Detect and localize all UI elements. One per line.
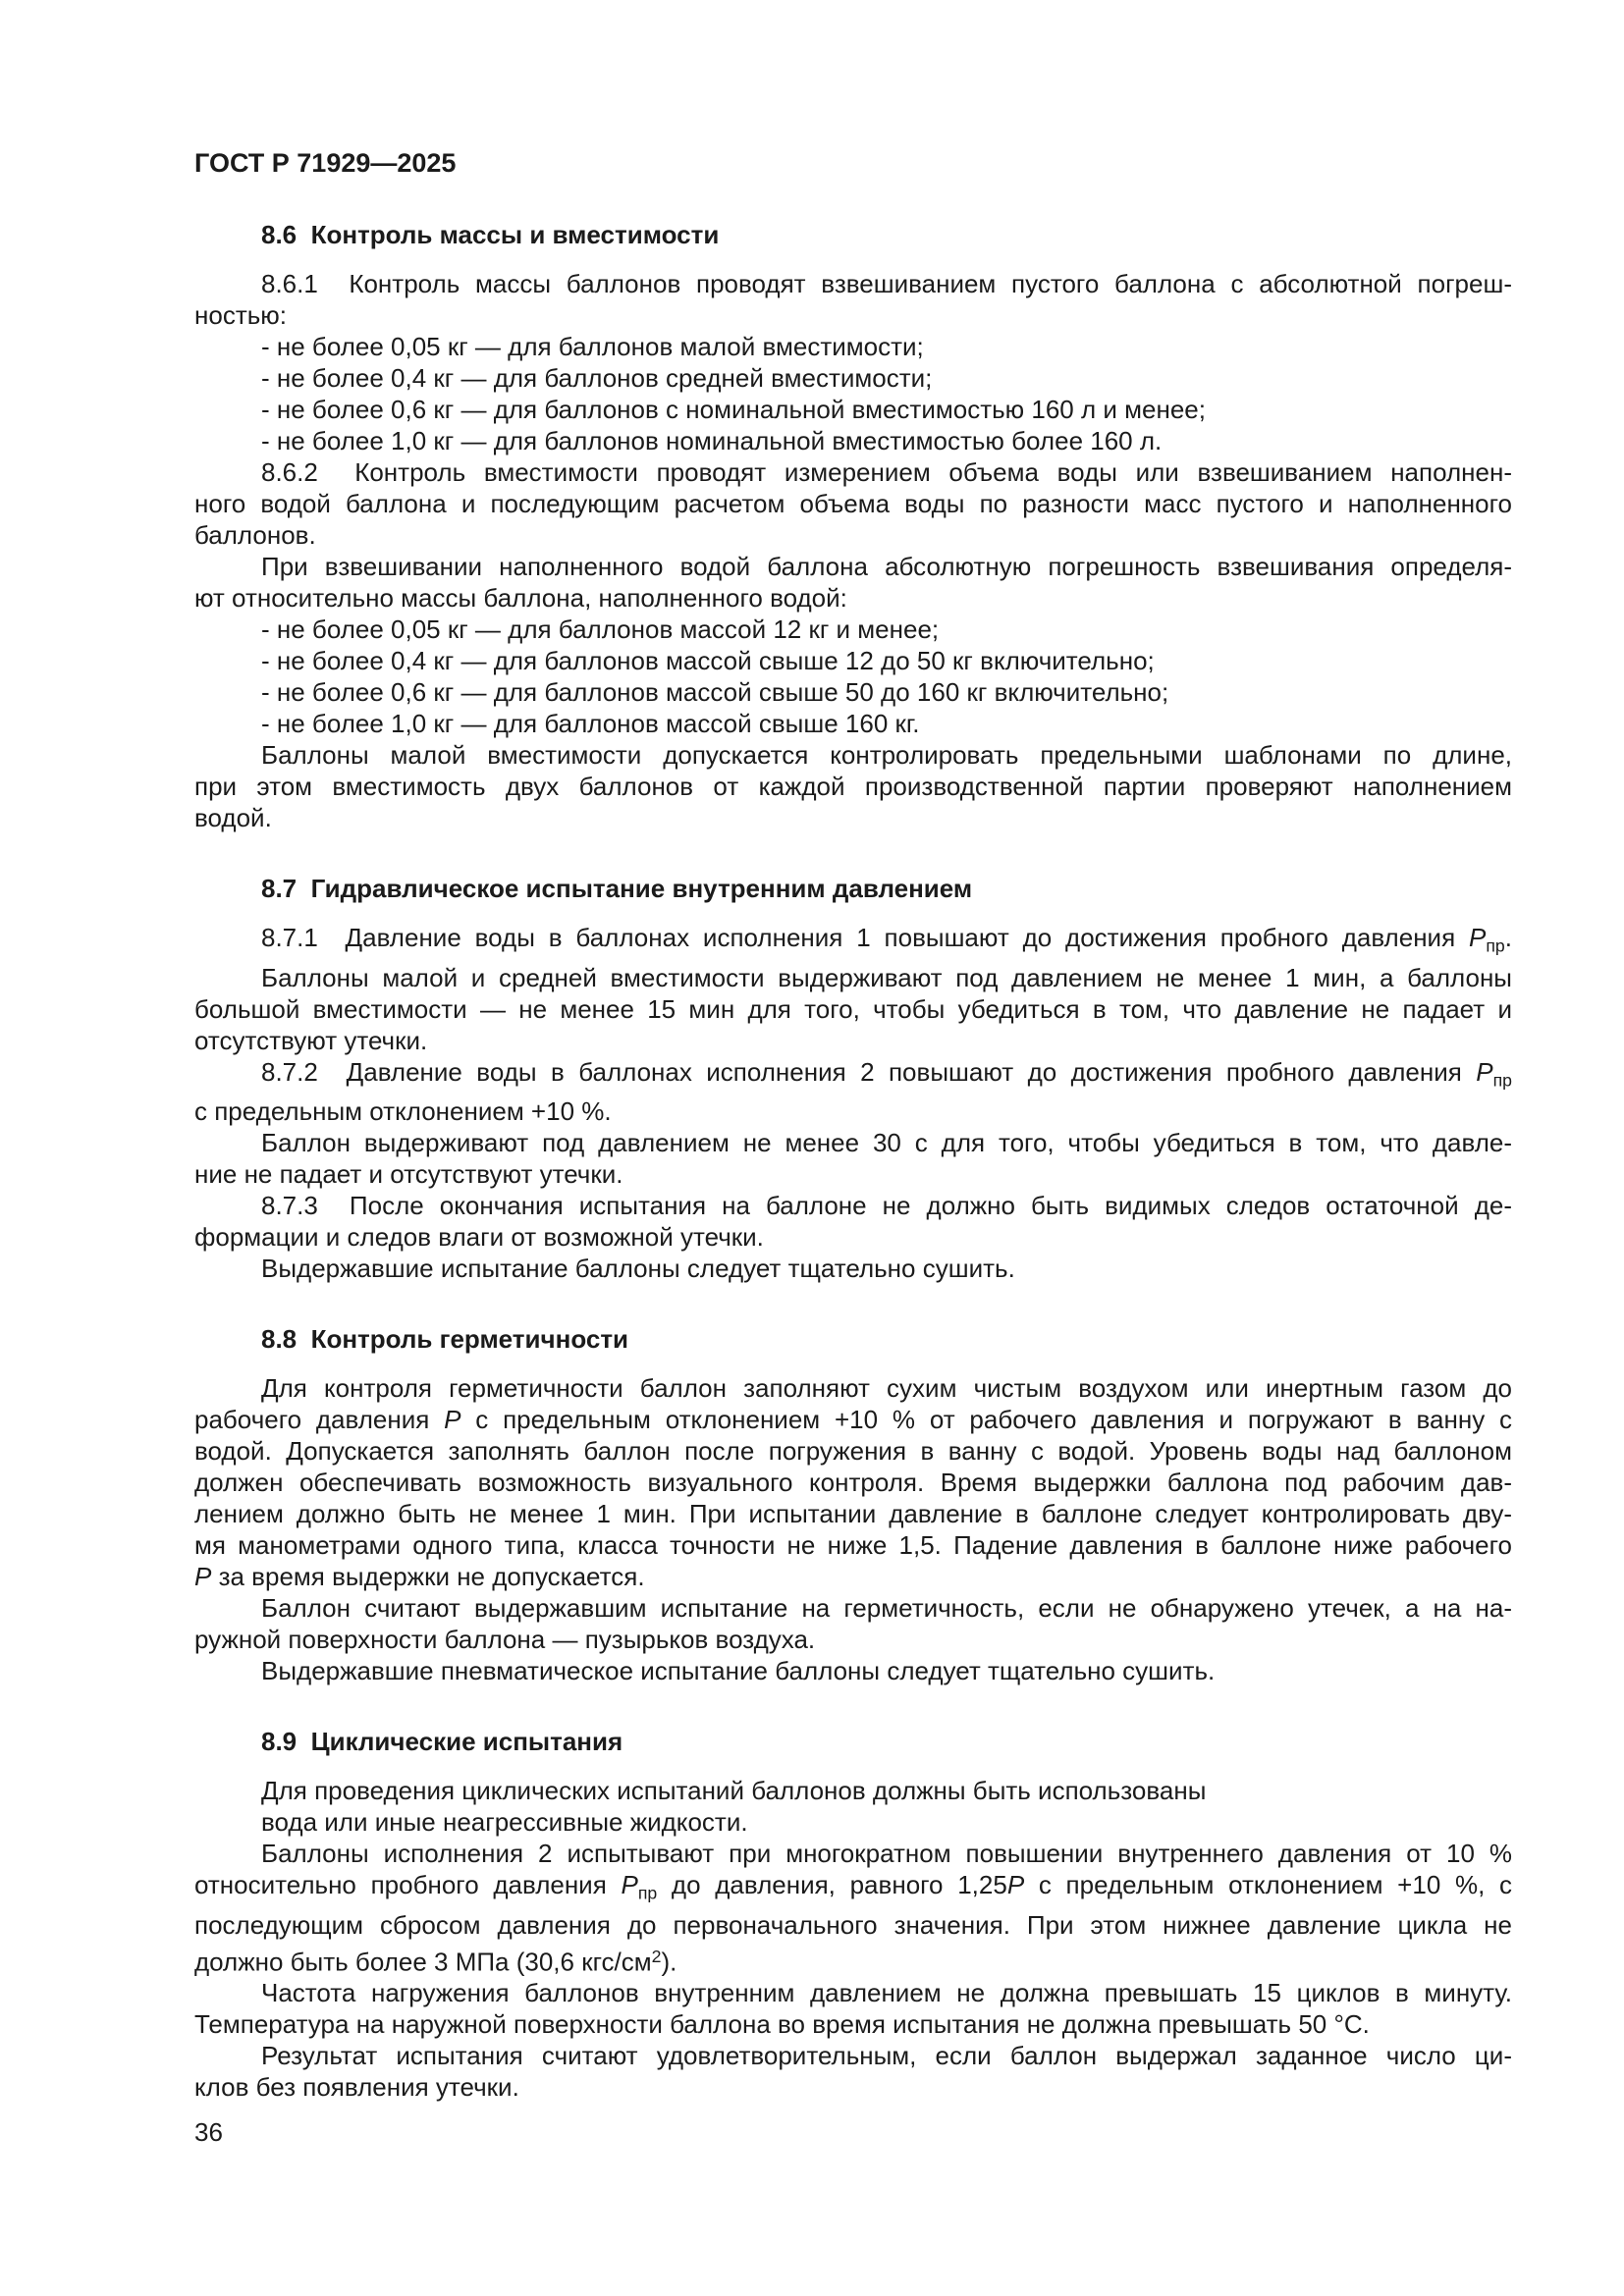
text-line [194,1127,1512,1158]
text-run: должен обеспечивать возможность визуального контроля. Время выдержки баллона под рабочим дав- [194,1468,1512,1498]
paragraph [194,1056,1512,1128]
paragraph [194,1838,1512,1977]
paragraph [194,1775,1512,1838]
paragraph [194,1190,1512,1253]
text-line [194,1529,1512,1561]
text-run: . [1504,923,1512,952]
text-run: Для контроля герметичности баллон заполняют сухим чистым воздухом или инертным газом до [261,1373,1512,1404]
text-line [194,1869,1512,1909]
text-line [194,922,1512,962]
text-line [194,1498,1512,1529]
text-run: при этом вместимость двух баллонов от каждой производственной партии проверяют наполнением [194,772,1512,801]
text-run: ют относительно массы баллона, наполненного водой: [194,583,847,613]
text-run: ружной поверхности баллона — пузырьков воздуха. [194,1625,816,1655]
text-run: мя манометрами одного типа, класса точности не ниже 1,5. Падение давления в баллоне ниже рабочего [194,1530,1512,1561]
text-run: с предельным отклонением +10 % от рабочего давления и погружают в ванну с [460,1405,1512,1435]
text-run: формации и следов влаги от возможной утечки. [194,1222,764,1253]
text-line [194,1467,1512,1498]
text-run: отсутствуют утечки. [194,1025,428,1055]
text-run: ного водой баллона и последующим расчетом объема воды по разности масс пустого и наполненного [194,489,1512,518]
text-run: - не более 0,6 кг — для баллонов с номинальной вместимостью 160 л и менее; [261,395,1206,424]
paragraph [194,739,1512,833]
text-run: Баллоны малой и средней вместимости выдерживают под давлением не менее 1 мин, а баллоны [261,962,1512,992]
paragraph [194,456,1512,551]
text-line [194,582,1512,614]
text-run: - не более 1,0 кг — для баллонов номинальной вместимостью более 160 л. [261,426,1163,455]
text-line [194,962,1512,993]
text-run: - не более 0,4 кг — для баллонов массой свыше 12 до 50 кг включительно; [261,646,1155,675]
text-run: 8.7.1 Давление воды в баллонах исполнения 1 повышают до достижения пробного давления [261,923,1470,952]
paragraph [194,645,1512,676]
text-line [194,1977,1512,2008]
text-run: - не более 1,0 кг — для баллонов массой свыше 160 кг. [261,709,920,738]
text-run: Результат испытания считают удовлетворительным, если баллон выдержал заданное число ци- [261,2041,1512,2071]
text-run: должно быть более 3 МПа (30,6 кгс/см [194,1947,652,1977]
paragraph [194,922,1512,962]
text-run: относительно пробного давления [194,1870,622,1900]
text-line [194,1655,1512,1686]
text-line [194,456,1512,488]
text-run: ностью: [194,300,287,330]
text-line [194,268,1512,299]
paragraph [194,1372,1512,1592]
text-line [194,2040,1512,2071]
section-heading: 8.7 Гидравлическое испытание внутренним давлением [261,874,973,903]
text-run: Баллон выдерживают под давлением не менее 30 с для того, чтобы убедиться в том, что давле- [261,1128,1512,1158]
text-line [194,771,1512,802]
pressure-symbol: Р [194,1562,212,1592]
paragraph [194,962,1512,1056]
text-run: При взвешивании наполненного водой баллона абсолютную погрешность взвешивания определя- [261,552,1512,581]
text-run: 8.7.2 Давление воды в баллонах исполнения 2 повышают до достижения пробного давления [261,1056,1477,1087]
text-line [194,1909,1512,1941]
text-line [194,645,1512,676]
paragraph [194,614,1512,645]
text-run: с предельным отклонением +10 %, с [1024,1870,1513,1900]
text-line [194,551,1512,582]
text-run: Выдержавшие пневматическое испытание баллоны следует тщательно сушить. [261,1656,1216,1686]
text-run: Температура на наружной поверхности баллона во время испытания не должна превышать 50 °С. [194,2009,1370,2040]
sub-text: пр [1486,935,1505,956]
text-line [194,299,1512,331]
text-line [194,1404,1512,1435]
pressure-symbol: Р [1476,1056,1493,1087]
text-line [194,614,1512,645]
text-line [194,362,1512,394]
sup-text: 2 [651,1946,662,1966]
text-line [194,1592,1512,1624]
text-run: последующим сбросом давления до первоначального значения. При этом нижнее давление цикла не [194,1909,1512,1940]
section-heading: 8.8 Контроль герметичности [261,1324,629,1355]
text-run: ние не падает и отсутствуют утечки. [194,1159,623,1190]
text-run: Частота нагружения баллонов внутренним давлением не должна превышать 15 циклов в минуту. [261,1978,1512,2008]
pressure-symbol: Р [621,1870,638,1900]
text-run: Выдержавшие испытание баллоны следует тщательно сушить. [261,1254,1015,1284]
text-line [194,1806,1512,1838]
pressure-symbol: Р [1469,923,1487,952]
text-run: Баллоны малой вместимости допускается контролировать предельными шаблонами по длине, [261,740,1512,770]
text-line [194,1561,1512,1592]
text-line [194,425,1512,456]
text-line [194,708,1512,739]
text-run: - не более 0,6 кг — для баллонов массой свыше 50 до 160 кг включительно; [261,677,1169,707]
text-run: 8.7.3 После окончания испытания на баллоне не должно быть видимых следов остаточной де- [261,1191,1512,1221]
text-line [194,1190,1512,1221]
paragraph [194,1977,1512,2040]
text-run: - не более 0,4 кг — для баллонов средней вместимости; [261,363,933,393]
text-run: баллонов. [194,520,316,550]
text-run: рабочего давления [194,1405,445,1435]
paragraph [194,362,1512,394]
paragraph [194,425,1512,456]
sub-text: пр [1492,1070,1512,1091]
text-run: Баллон считают выдержавшим испытание на герметичность, если не обнаружено утечек, а на на- [261,1593,1512,1624]
text-line [194,519,1512,551]
text-line [194,1056,1512,1096]
text-line [194,331,1512,362]
text-line [194,394,1512,425]
text-line [194,1095,1512,1127]
text-run: за время выдержки не допускается. [211,1562,645,1592]
text-line [194,802,1512,833]
paragraph [194,1253,1512,1284]
text-line [194,1941,1512,1977]
text-run: водой. Допускается заполнять баллон после погружения в ванну с водой. Уровень воды над баллоном [194,1436,1512,1467]
text-run: - не более 0,05 кг — для баллонов массой 12 кг и менее; [261,614,940,644]
text-run: вода или иные неагрессивные жидкости. [261,1807,748,1838]
paragraph [194,551,1512,614]
section-heading: 8.6 Контроль массы и вместимости [261,220,720,249]
text-run: Для проведения циклических испытаний баллонов должны быть использованы [261,1776,1207,1806]
text-line [194,2008,1512,2040]
text-run: - не более 0,05 кг — для баллонов малой вместимости; [261,332,924,361]
page-content [194,219,1512,2103]
text-line [194,1838,1512,1869]
text-line [194,1775,1512,1806]
pressure-symbol: Р [1006,1870,1025,1900]
text-run: 8.6.2 Контроль вместимости проводят измерением объема воды или взвешиванием наполнен- [261,457,1512,487]
text-run: 8.6.1 Контроль массы баллонов проводят взвешиванием пустого баллона с абсолютной погреш- [261,269,1512,298]
text-line [194,1025,1512,1056]
text-run: Баллоны исполнения 2 испытывают при многократном повышении внутреннего давления от 10 % [261,1839,1512,1869]
text-run: лением должно быть не менее 1 мин. При испытании давление в баллоне следует контролировать дву- [194,1499,1512,1529]
text-line [194,2071,1512,2103]
text-line [194,488,1512,519]
paragraph [194,1127,1512,1190]
text-line [194,993,1512,1025]
sub-text: пр [637,1883,658,1903]
page-number: 36 [194,2117,223,2148]
text-run: с предельным отклонением +10 %. [194,1096,612,1127]
text-line [194,1221,1512,1253]
text-line [194,1158,1512,1190]
paragraph [194,331,1512,362]
text-run: ). [661,1947,677,1977]
text-run: до давления, равного 1,25 [657,1870,1007,1900]
running-header: ГОСТ Р 71929—2025 [194,148,457,178]
paragraph [194,268,1512,331]
text-line [194,1372,1512,1404]
paragraph [194,1655,1512,1686]
text-run: большой вместимости — не менее 15 мин для того, чтобы убедиться в том, что давление не падает и [194,993,1512,1024]
text-run: водой. [194,803,272,832]
paragraph [194,394,1512,425]
paragraph [194,676,1512,708]
text-line [194,1253,1512,1284]
text-run: клов без появления утечки. [194,2072,519,2103]
section-heading: 8.9 Циклические испытания [261,1727,623,1757]
text-line [194,1624,1512,1655]
text-line [194,739,1512,771]
paragraph [194,1592,1512,1655]
paragraph [194,2040,1512,2103]
text-line [194,676,1512,708]
paragraph [194,708,1512,739]
text-line [194,1435,1512,1467]
pressure-symbol: Р [444,1405,461,1435]
